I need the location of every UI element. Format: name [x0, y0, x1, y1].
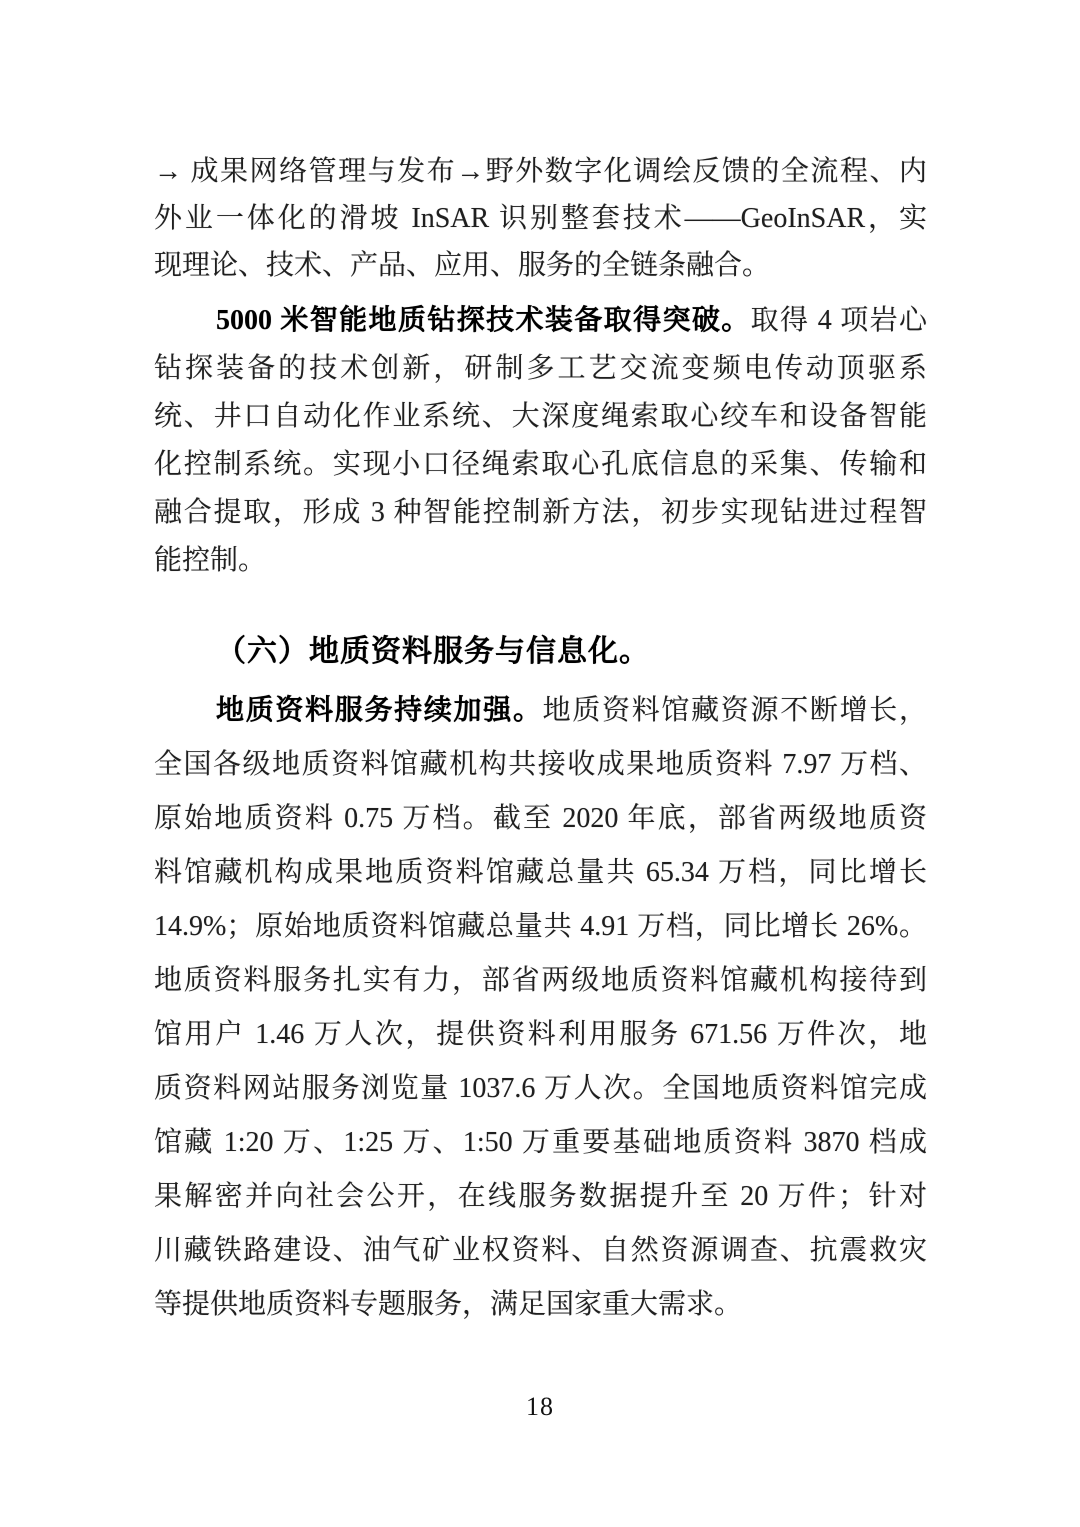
text-line [154, 441, 927, 489]
text-line [154, 1116, 927, 1170]
page-number: 18 [526, 1392, 554, 1421]
text-line [154, 684, 927, 738]
text-line [154, 738, 927, 792]
text-segment: 统、井口自动化作业系统、大深度绳索取心绞车和设备智能 [154, 401, 927, 432]
text-segment: 馆用户 1.46 万人次，提供资料利用服务 671.56 万件次，地 [154, 1019, 927, 1050]
text-segment: 融合提取，形成 3 种智能控制新方法，初步实现钻进过程智 [154, 497, 927, 528]
text-segment: 能控制。 [154, 545, 267, 576]
text-line [154, 900, 927, 954]
text-segment: 全国各级地质资料馆藏机构共接收成果地质资料 7.97 万档、 [154, 749, 927, 780]
text-line [154, 1062, 927, 1116]
text-segment: 馆藏 1:20 万、1:25 万、1:50 万重要基础地质资料 3870 档成 [154, 1127, 927, 1158]
bold-text-segment: 地质资料服务持续加强。 [216, 695, 543, 726]
text-segment: 等提供地质资料专题服务，满足国家重大需求。 [154, 1289, 743, 1320]
text-segment: 质资料网站服务浏览量 1037.6 万人次。全国地质资料馆完成 [154, 1073, 927, 1104]
text-segment: 化控制系统。实现小口径绳索取心孔底信息的采集、传输和 [154, 449, 927, 480]
text-line [154, 195, 927, 242]
text-segment: 原始地质资料 0.75 万档。截至 2020 年底，部省两级地质资 [154, 803, 927, 834]
text-segment: 果解密并向社会公开，在线服务数据提升至 20 万件；针对 [154, 1181, 927, 1212]
text-line [154, 1008, 927, 1062]
data-services-paragraph [154, 684, 927, 1332]
text-line [154, 393, 927, 441]
text-line [154, 954, 927, 1008]
text-segment: 外业一体化的滑坡 InSAR 识别整套技术——GeoInSAR，实 [154, 203, 927, 234]
drilling-equipment-paragraph [154, 297, 927, 585]
text-segment: 钻探装备的技术创新，研制多工艺交流变频电传动顶驱系 [154, 353, 927, 384]
text-line [154, 242, 927, 289]
text-segment: 地质资料馆藏资源不断增长， [542, 695, 927, 726]
section-heading [154, 628, 927, 676]
text-line [154, 1224, 927, 1278]
text-line [154, 489, 927, 537]
text-line [154, 297, 927, 345]
bold-text-segment: 5000 米智能地质钻探技术装备取得突破。 [216, 305, 751, 336]
text-segment: 现理论、技术、产品、应用、服务的全链条融合。 [154, 250, 771, 281]
text-segment: 地质资料服务扎实有力，部省两级地质资料馆藏机构接待到 [154, 965, 927, 996]
text-line [154, 537, 927, 585]
text-segment: 14.9%；原始地质资料馆藏总量共 4.91 万档，同比增长 26%。 [154, 911, 927, 942]
text-segment: 料馆藏机构成果地质资料馆藏总量共 65.34 万档，同比增长 [154, 857, 927, 888]
bold-text-segment: （六）地质资料服务与信息化。 [216, 635, 650, 668]
text-segment: 取得 4 项岩心 [750, 305, 927, 336]
text-line [154, 1170, 927, 1224]
text-line [154, 792, 927, 846]
text-segment: → 成果网络管理与发布→野外数字化调绘反馈的全流程、内 [154, 156, 927, 187]
text-segment: 川藏铁路建设、油气矿业权资料、自然资源调查、抗震救灾 [154, 1235, 927, 1266]
text-line [154, 628, 927, 676]
text-line [154, 1278, 927, 1332]
text-line [154, 345, 927, 393]
text-line [154, 846, 927, 900]
geoinsar-continuation-paragraph [154, 148, 927, 289]
text-line [154, 148, 927, 195]
